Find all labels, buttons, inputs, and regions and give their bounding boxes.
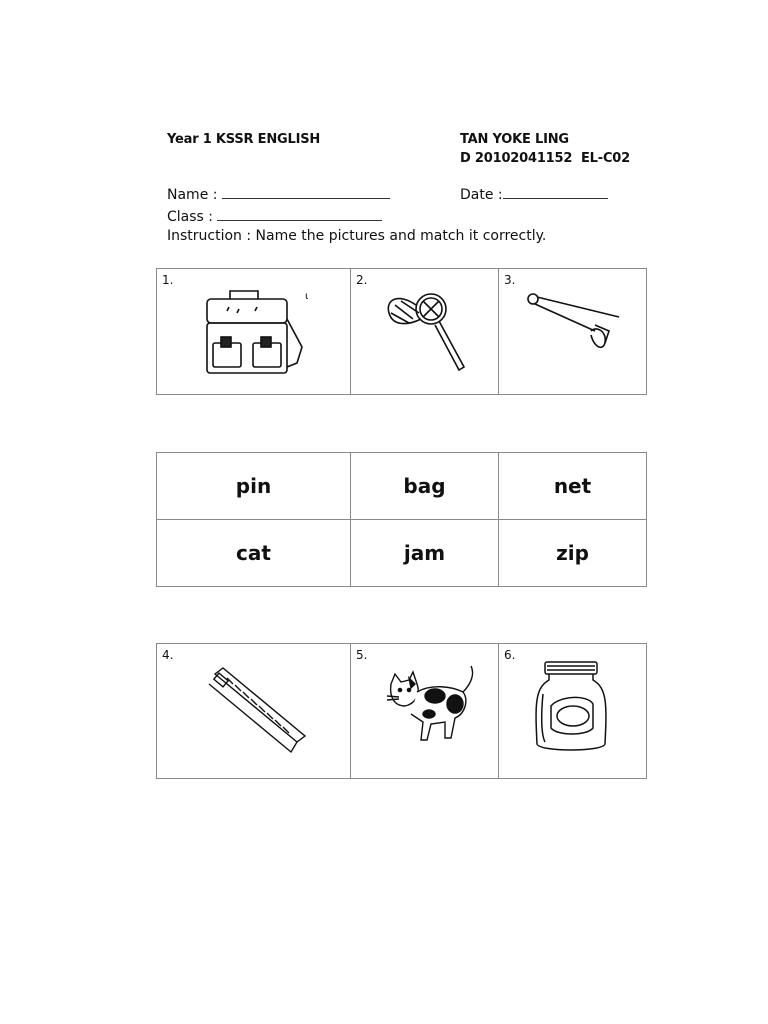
word-cell[interactable]: bag [351, 453, 499, 520]
words-table [156, 452, 647, 587]
svg-text:ɩ: ɩ [305, 291, 309, 302]
pictures-table-top [156, 268, 647, 395]
word-cell[interactable]: jam [351, 520, 499, 587]
picture-cell [157, 269, 351, 395]
zipper-icon [157, 644, 350, 778]
class-field [167, 206, 382, 225]
picture-cell [351, 269, 499, 395]
picture-cell [499, 644, 647, 779]
picture-number: 1. [162, 273, 174, 287]
word-cell[interactable]: pin [157, 453, 351, 520]
student-id: D 20102041152 [460, 151, 573, 166]
worksheet-code: EL-C02 [581, 151, 630, 166]
class-label: Class : [167, 209, 213, 225]
picture-number: 2. [356, 273, 368, 287]
jam-jar-icon [499, 644, 646, 778]
instruction: Instruction : Name the pictures and match it correctly. [167, 228, 547, 244]
course-title: Year 1 KSSR ENGLISH [167, 132, 321, 147]
picture-cell [157, 644, 351, 779]
author-name: TAN YOKE LING [460, 132, 569, 147]
word-cell[interactable]: cat [157, 520, 351, 587]
picture-number: 6. [504, 648, 516, 662]
picture-number: 4. [162, 648, 174, 662]
date-blank[interactable] [503, 184, 608, 199]
school-bag-icon [157, 269, 350, 394]
name-field [167, 184, 390, 203]
picture-cell [351, 644, 499, 779]
picture-number: 3. [504, 273, 516, 287]
word-cell[interactable]: zip [499, 520, 647, 587]
picture-cell [499, 269, 647, 395]
butterfly-net-icon [351, 269, 498, 394]
class-blank[interactable] [217, 206, 382, 221]
safety-pin-icon [499, 269, 646, 394]
word-cell[interactable]: net [499, 453, 647, 520]
name-label: Name : [167, 187, 218, 203]
name-blank[interactable] [222, 184, 390, 199]
picture-number: 5. [356, 648, 368, 662]
pictures-table-bottom [156, 643, 647, 779]
date-label: Date : [460, 187, 503, 203]
cat-icon [351, 644, 498, 778]
date-field [460, 184, 608, 203]
